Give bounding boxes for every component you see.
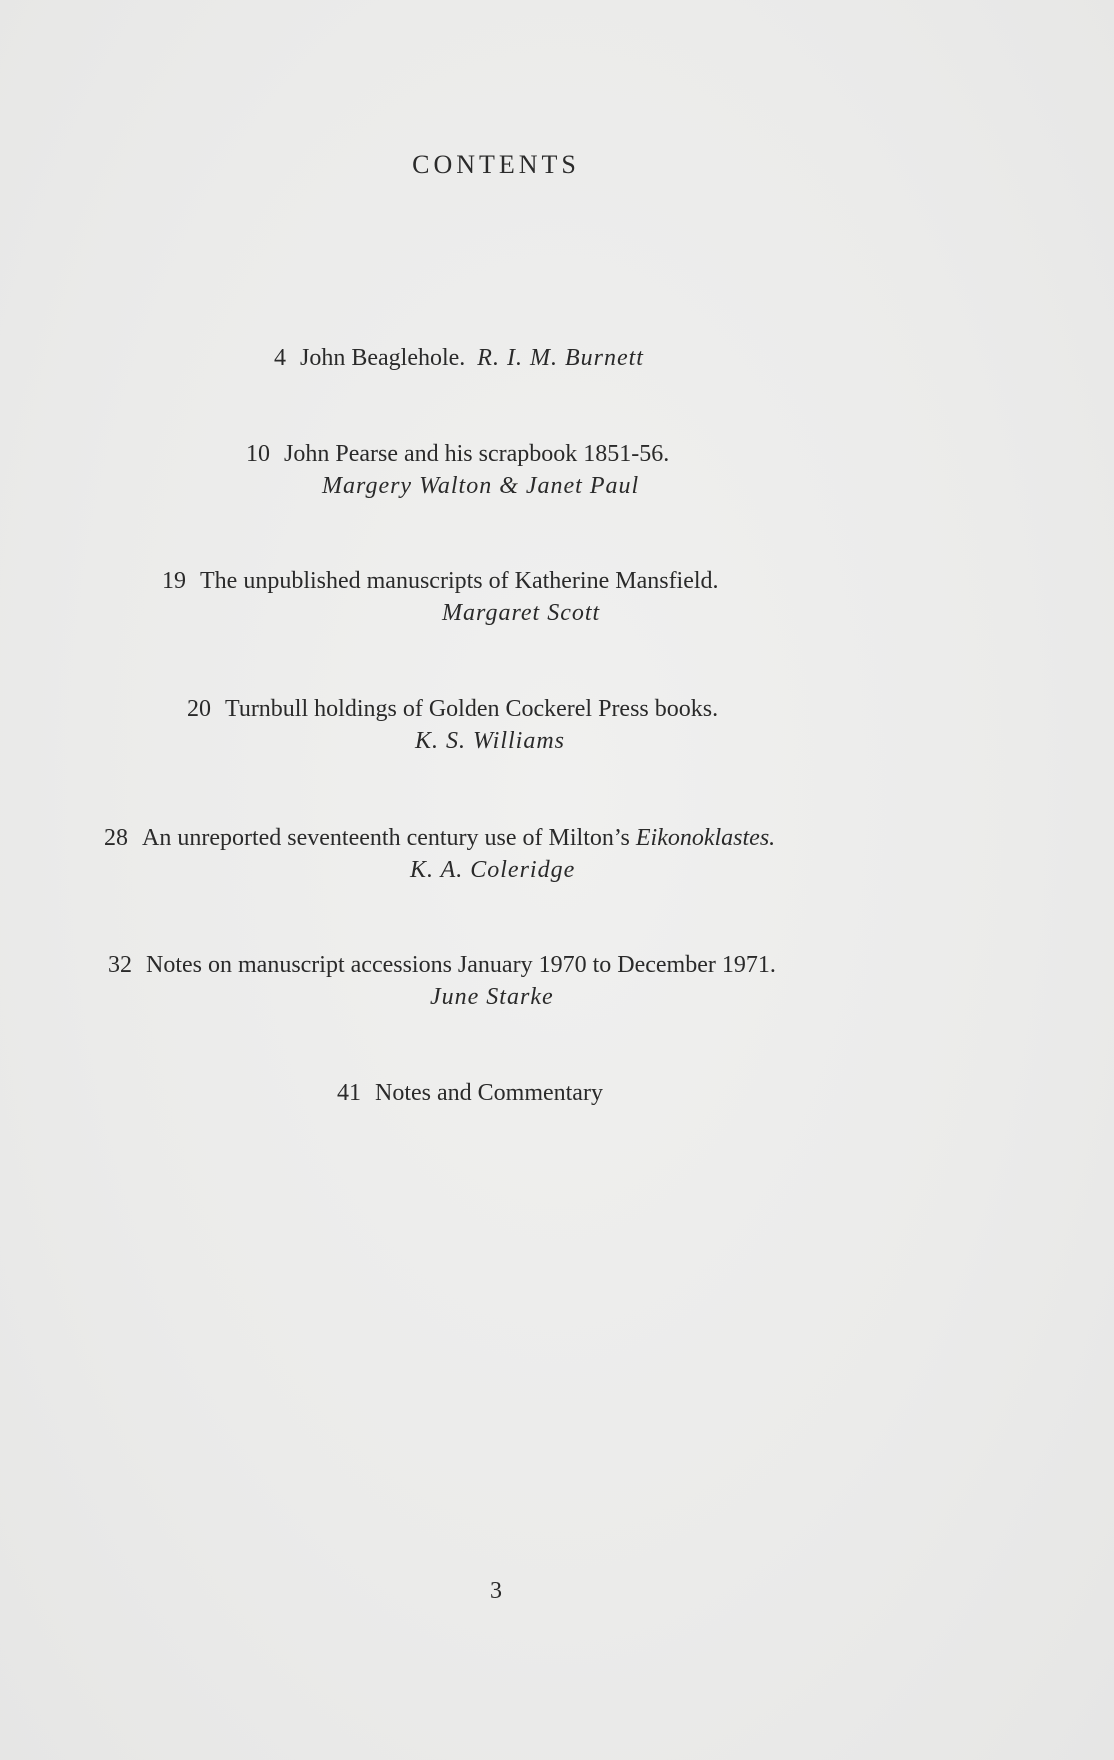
toc-entry-author: June Starke: [430, 984, 554, 1010]
toc-entry-author: K. A. Coleridge: [410, 857, 576, 883]
toc-entry-page: 19: [162, 568, 186, 594]
toc-entry-3: [162, 565, 719, 629]
toc-entry-page: 28: [104, 825, 128, 851]
page-number: 3: [490, 1578, 502, 1604]
toc-entry-4: [187, 693, 718, 757]
toc-entry-title: Notes and Commentary: [375, 1080, 603, 1106]
toc-entry-title: Turnbull holdings of Golden Cockerel Press books.: [225, 696, 719, 722]
contents-heading: CONTENTS: [412, 150, 580, 179]
toc-entry-author: Margaret Scott: [442, 600, 601, 626]
toc-entry-title-italic: Eikonoklastes.: [635, 825, 776, 851]
toc-entry-title: The unpublished manuscripts of Katherine Mansfield.: [200, 568, 719, 594]
toc-entry-2: [246, 438, 669, 502]
toc-entry-author: R. I. M. Burnett: [477, 345, 644, 371]
toc-entry-1: [274, 342, 644, 374]
toc-entry-title: John Pearse and his scrapbook 1851-56.: [284, 441, 670, 467]
toc-entry-5: [104, 822, 775, 886]
toc-entry-page: 4: [274, 345, 286, 371]
toc-entry-6: [108, 949, 776, 1013]
toc-entry-title: Notes on manuscript accessions January 1970 to December 1971.: [146, 952, 776, 978]
toc-entry-author: Margery Walton & Janet Paul: [322, 473, 640, 499]
toc-entry-page: 20: [187, 696, 211, 722]
toc-entry-page: 10: [246, 441, 270, 467]
toc-entry-page: 32: [108, 952, 132, 978]
toc-entry-7: [337, 1077, 603, 1109]
toc-entry-title: An unreported seventeenth century use of Milton’s: [142, 825, 630, 851]
toc-entry-page: 41: [337, 1080, 361, 1106]
toc-entry-title: John Beaglehole.: [300, 345, 466, 371]
toc-entry-author: K. S. Williams: [415, 728, 566, 754]
